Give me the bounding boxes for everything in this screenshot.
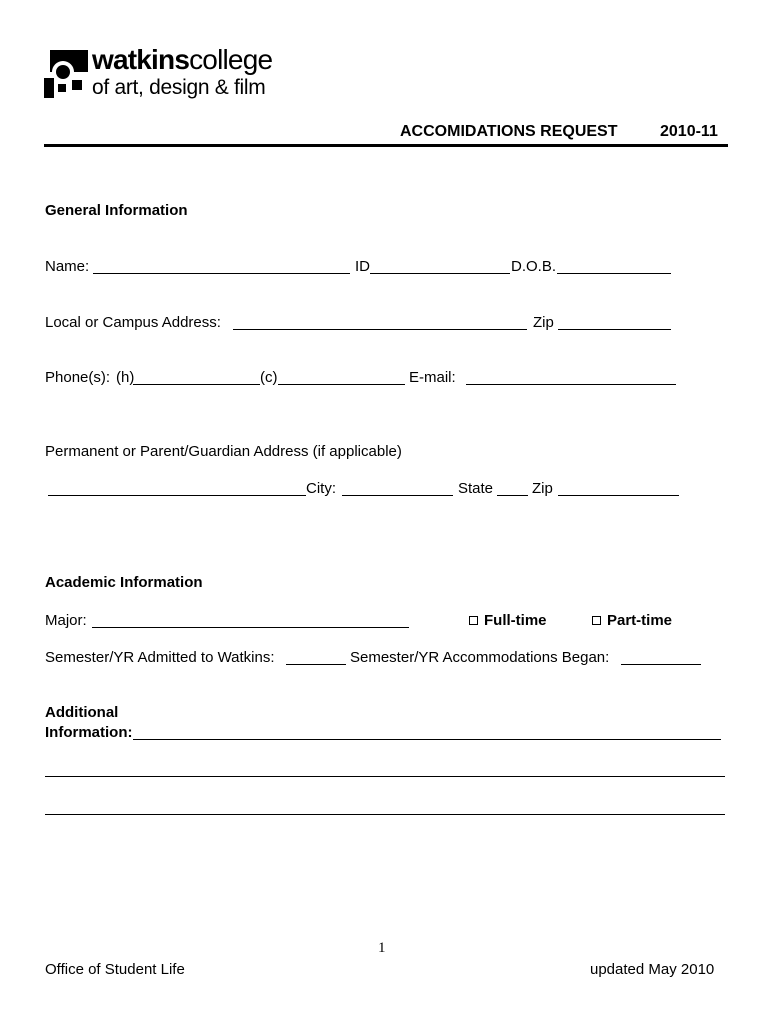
id-field[interactable] xyxy=(370,273,510,274)
fulltime-option[interactable] xyxy=(469,612,547,630)
form-title: ACCOMIDATIONS REQUEST xyxy=(400,123,618,140)
footer-updated: updated May 2010 xyxy=(590,961,715,978)
additional-info-line-3[interactable] xyxy=(45,814,725,815)
phone-home-field[interactable] xyxy=(133,384,260,385)
semester-admitted-label: Semester/YR Admitted to Watkins: xyxy=(45,649,275,666)
state-field[interactable] xyxy=(497,495,528,496)
phone-cell-field[interactable] xyxy=(278,384,405,385)
parttime-checkbox[interactable] xyxy=(592,616,601,625)
title-rule xyxy=(44,144,728,147)
semester-began-field[interactable] xyxy=(621,664,701,665)
parttime-option[interactable] xyxy=(592,612,672,630)
footer-office: Office of Student Life xyxy=(45,961,185,978)
zip-label: Zip xyxy=(533,314,554,331)
email-label: E-mail: xyxy=(409,369,456,386)
additional-info-line-1[interactable] xyxy=(133,739,721,740)
form-year: 2010-11 xyxy=(660,123,718,140)
logo-wordmark xyxy=(92,44,272,76)
additional-info-label-line1: Additional xyxy=(45,704,119,721)
major-label: Major: xyxy=(45,612,87,629)
local-address-label: Local or Campus Address: xyxy=(45,314,221,331)
general-info-heading: General Information xyxy=(45,202,188,219)
academic-info-heading: Academic Information xyxy=(45,574,203,591)
state-label: State xyxy=(458,480,494,497)
parttime-label: Part-time xyxy=(607,612,673,629)
logo-brand-light: college xyxy=(189,44,273,75)
logo-brand-bold: watkins xyxy=(92,44,190,75)
email-field[interactable] xyxy=(466,384,676,385)
id-label: ID xyxy=(355,258,370,275)
zip2-label: Zip xyxy=(532,480,553,497)
phones-label: Phone(s): xyxy=(45,369,111,386)
dob-field[interactable] xyxy=(557,273,671,274)
local-address-field[interactable] xyxy=(233,329,527,330)
major-field[interactable] xyxy=(92,627,409,628)
semester-began-label: Semester/YR Accommodations Began: xyxy=(350,649,610,666)
additional-info-label-line2: Information: xyxy=(45,724,133,741)
dob-label: D.O.B. xyxy=(511,258,557,275)
page-number: 1 xyxy=(378,940,386,956)
city-field[interactable] xyxy=(342,495,453,496)
college-logo-mark xyxy=(44,50,88,98)
logo-tagline: of art, design & film xyxy=(92,76,266,99)
fulltime-checkbox[interactable] xyxy=(469,616,478,625)
name-field[interactable] xyxy=(93,273,350,274)
permanent-address-field[interactable] xyxy=(48,495,306,496)
phone-home-label: (h) xyxy=(116,369,135,386)
zip2-field[interactable] xyxy=(558,495,679,496)
city-label: City: xyxy=(306,480,336,497)
additional-info-line-2[interactable] xyxy=(45,776,725,777)
zip-field[interactable] xyxy=(558,329,671,330)
permanent-address-label: Permanent or Parent/Guardian Address (if applicable) xyxy=(45,443,402,460)
phone-cell-label: (c) xyxy=(260,369,278,386)
fulltime-label: Full-time xyxy=(484,612,547,629)
semester-admitted-field[interactable] xyxy=(286,664,346,665)
name-label: Name: xyxy=(45,258,90,275)
